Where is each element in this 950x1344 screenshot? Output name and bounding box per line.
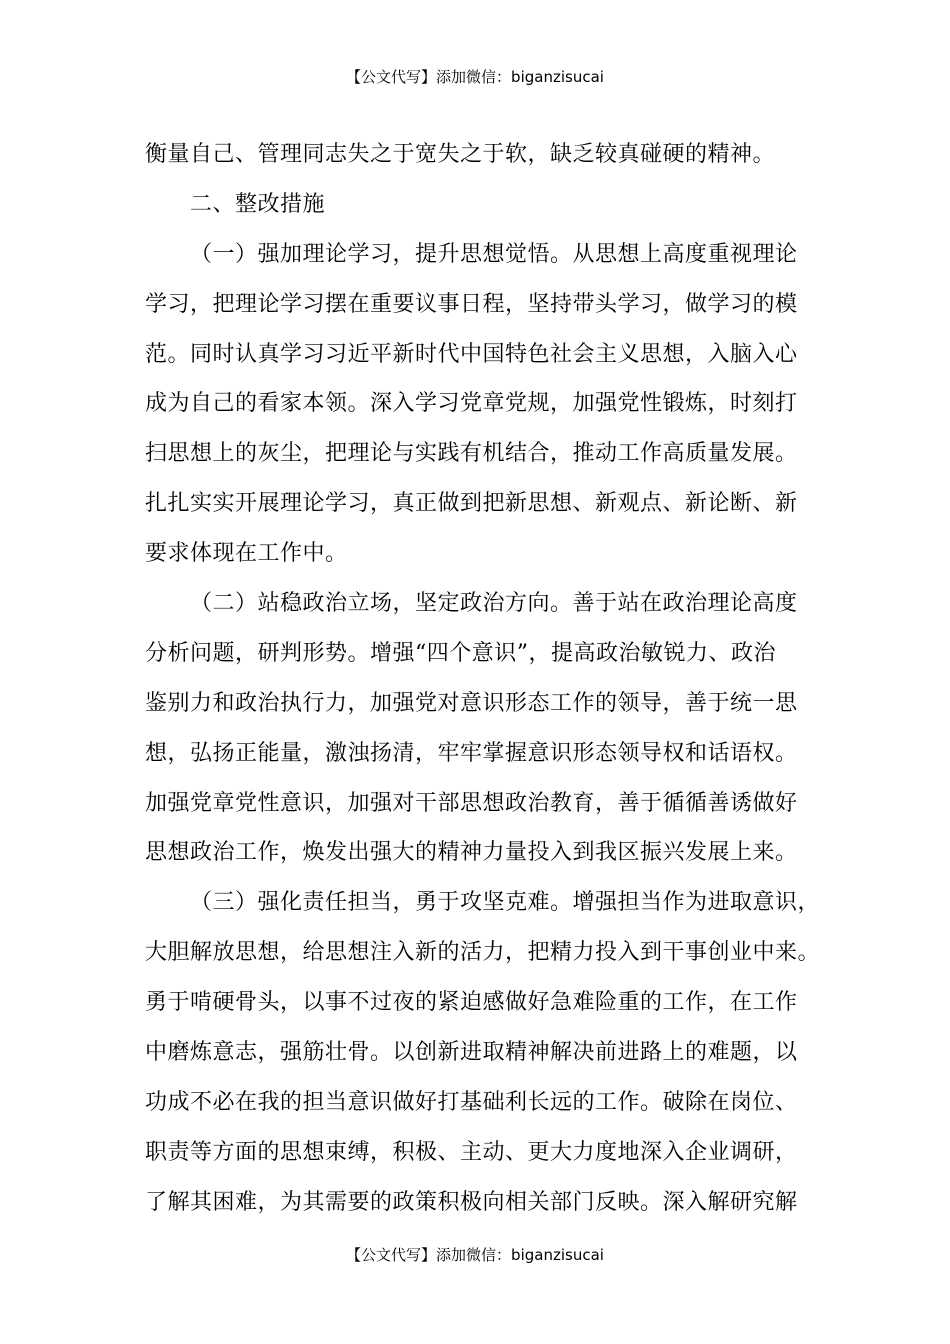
page-footer: 【公文代写】添加微信：biganzisucai [346, 1246, 604, 1264]
text-line: 勇于啃硬骨头，以事不过夜的紧迫感做好急难险重的工作，在工作 [145, 990, 798, 1016]
text-line: 大胆解放思想，给思想注入新的活力，把精力投入到干事创业中来。 [145, 940, 821, 966]
text-line: 功成不必在我的担当意识做好打基础利长远的工作。破除在岗位、 [145, 1089, 798, 1115]
text-line: 成为自己的看家本领。深入学习党章党规，加强党性锻炼，时刻打 [145, 391, 798, 417]
text-line: 扎扎实实开展理论学习，真正做到把新思想、新观点、新论断、新 [145, 491, 798, 517]
page-header: 【公文代写】添加微信：biganzisucai [346, 68, 604, 86]
text-line: 中磨炼意志，强筋壮骨。以创新进取精神解决前进路上的难题，以 [145, 1040, 798, 1066]
text-line: 鉴别力和政治执行力，加强党对意识形态工作的领导，善于统一思 [145, 690, 798, 716]
paragraph-start: （一）强加理论学习，提升思想觉悟。从思想上高度重视理论 [190, 241, 798, 267]
text-line: 了解其困难，为其需要的政策积极向相关部门反映。深入解研究解 [145, 1189, 798, 1215]
document-body [145, 130, 825, 1228]
paragraph-start: （三）强化责任担当，勇于攻坚克难。增强担当作为进取意识， [190, 890, 821, 916]
paragraph-start: （二）站稳政治立场，坚定政治方向。善于站在政治理论高度 [190, 591, 798, 617]
text-line: 扫思想上的灰尘，把理论与实践有机结合，推动工作高质量发展。 [145, 441, 798, 467]
text-line: 想，弘扬正能量，激浊扬清，牢牢掌握意识形态领导权和话语权。 [145, 740, 798, 766]
text-line: 要求体现在工作中。 [145, 541, 348, 567]
text-line: 思想政治工作，焕发出强大的精神力量投入到我区振兴发展上来。 [145, 840, 798, 866]
text-line: 加强党章党性意识，加强对干部思想政治教育，善于循循善诱做好 [145, 790, 798, 816]
section-heading: 二、整改措施 [190, 191, 326, 217]
text-line: 学习，把理论学习摆在重要议事日程，坚持带头学习，做学习的模 [145, 291, 798, 317]
text-line: 职责等方面的思想束缚，积极、主动、更大力度地深入企业调研， [145, 1139, 798, 1165]
text-line: 分析问题，研判形势。增强“四个意识”，提高政治敏锐力、政治 [145, 640, 776, 666]
text-line: 衡量自己、管理同志失之于宽失之于软，缺乏较真碰硬的精神。 [145, 142, 776, 167]
text-line: 范。同时认真学习习近平新时代中国特色社会主义思想，入脑入心 [145, 341, 798, 367]
